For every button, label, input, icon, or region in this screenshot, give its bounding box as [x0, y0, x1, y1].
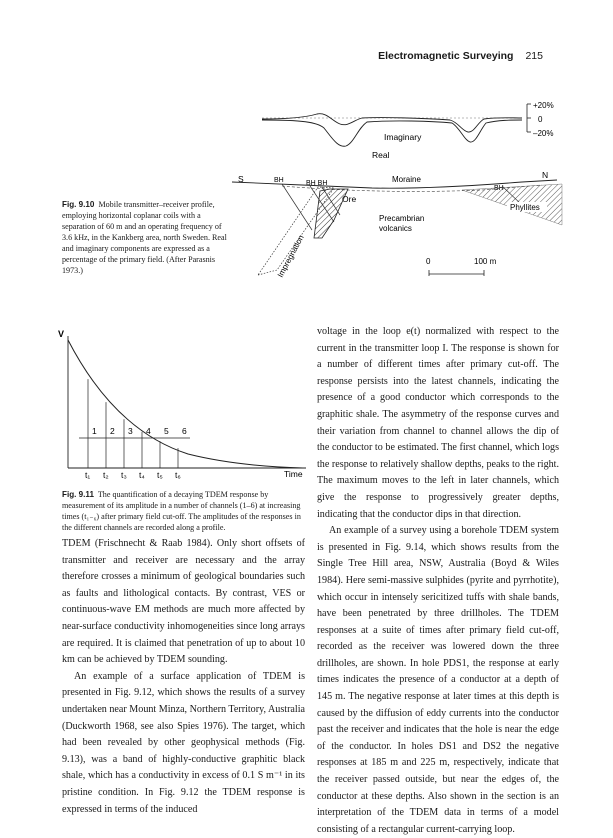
volcanics-label: volcanics [379, 224, 412, 233]
caption-label: Fig. 9.11 [62, 490, 94, 499]
distance-scale-zero: 0 [426, 257, 431, 266]
header-title: Electromagnetic Surveying [378, 50, 514, 62]
scale-top-label: +20% [533, 101, 554, 110]
paragraph: TDEM (Frischnecht & Raab 1984). Only short offsets of transmitter and receiver are necessary and the array therefore crosses a minimum of geological boundaries such as faults and lithological contacts. By contrast, VES or continuous-wave EM methods are much more affected by near-surface conductivity inhomogeneities since long arrays are required. It is claimed that penetration of up to about 10 km can be achieved by TDEM sounding. [62, 538, 305, 666]
caption-text: Mobile transmitter–receiver profile, employing horizontal coplanar coils with a separation of 60 m and an operating frequency of 3.6 kHz, in the Kankberg area, north Sweden. Real and imaginary components are expressed as a percentage of the primary field. (After Parasnis 1973.) [62, 200, 227, 275]
channel-number: 1 [92, 426, 97, 436]
running-header [378, 50, 543, 62]
north-label: N [542, 170, 549, 180]
channel-markers [79, 379, 190, 480]
figure-9-11-caption [62, 489, 310, 533]
scale-mid-label: 0 [538, 115, 543, 124]
figure-9-11 [58, 328, 310, 488]
ore-label: Ore [342, 194, 357, 204]
phyllites-label: Phyllites [510, 203, 540, 212]
left-column [62, 536, 305, 818]
page-number: 215 [525, 50, 543, 62]
figure-9-10-caption [62, 199, 232, 276]
percent-scale [527, 101, 554, 138]
channel-number: 3 [128, 426, 133, 436]
decay-curve [68, 340, 303, 468]
imaginary-curve [262, 114, 522, 132]
borehole-1 [282, 184, 312, 230]
paragraph: An example of a survey using a borehole TDEM system is presented in Fig. 9.14, which shows results from the Single Tree Hill area, NSW, Australia (Boyd & Wiles 1984). Here semi-massive sulphides (pyrite and pyrrhotite), which occur in intensely sericitized tuffs with shale bands, have been penetrated by three drillholes. The TDEM responses at a suite of times after primary field cut-off, recorded as the receiver was lowered down the three drillholes, are shown. In hole PDS1, the response at early times indicates the presence of a conductor at a depth of 145 m. The negative response at later times at this depth is caused by the diffusion of eddy currents into the conductor past the receiver and indicates that the hole is near the edge of the conductor. In holes DS1 and DS2 the negative responses at 185 m and 225 m, respectively, indicate that the receiver passed outside, but near the edges of, the conductor at these depths. Also shown in the section is an interpretation of the TDEM data in terms of a model consisting of a rectangular current-carrying loop. [317, 525, 559, 835]
precambrian-label: Precambrian [379, 214, 425, 223]
channel-number: 5 [164, 426, 169, 436]
channel-number: 6 [182, 426, 187, 436]
time-label: t₄ [139, 470, 145, 480]
channel-number: 4 [146, 426, 151, 436]
figure-9-10 [222, 90, 582, 300]
channel-number: 2 [110, 426, 115, 436]
caption-text: The quantification of a decaying TDEM response by measurement of its amplitude in a number of channels (1–6) at increasing times (t₁₋₆) after primary field cut-off. The amplitudes of the responses in the different channels are recorded along a profile. [62, 490, 301, 532]
right-column [317, 324, 559, 838]
moraine-label: Moraine [392, 175, 421, 184]
distance-scale-100: 100 m [474, 257, 497, 266]
imaginary-label: Imaginary [384, 132, 422, 142]
scale-bottom-label: –20% [533, 129, 554, 138]
impregnation-label: Impregnation [275, 233, 306, 279]
y-axis-label: V [58, 329, 65, 339]
time-label: t₃ [121, 470, 127, 480]
real-label: Real [372, 150, 390, 160]
time-label: t₆ [175, 470, 181, 480]
south-label: S [238, 174, 244, 184]
caption-label: Fig. 9.10 [62, 200, 95, 209]
time-label: t₅ [157, 470, 163, 480]
x-axis-label: Time [284, 469, 303, 479]
borehole-label-1: BH [274, 177, 284, 184]
paragraph: An example of a surface application of TDEM is presented in Fig. 9.12, which shows the results of a survey undertaken near Mount Minza, Northern Territory, Australia (Duckworth 1968, see also Spies 1976). The target, which had been revealed by other geophysical methods (Fig. 9.13), was a band of highly-conductive graphitic black shale, which has a conductivity in excess of 0.1 S m⁻¹ in its pristine condition. In Fig. 9.12 the TDEM response is expressed in terms of the induced [62, 670, 305, 815]
time-label: t₁ [85, 470, 91, 480]
borehole-label-2: BH BH [306, 180, 328, 187]
time-label: t₂ [103, 470, 109, 480]
paragraph: voltage in the loop e(t) normalized with respect to the current in the transmitter loop I. The response is shown for a number of different times after primary cut-off. The response persists into the latest channels, indicating the presence of a good conductor which corresponds to the graphitic shale. The asymmetry of the response curves and their variation from channel to channel allows the dip of the conductor to be estimated. The first channel, which logs the response to relatively shallow depths, peaks to the right. The maximum moves to the left in later channels, which give the response to progressively greater depths, indicating that the conductor dips in that direction. [317, 326, 559, 520]
